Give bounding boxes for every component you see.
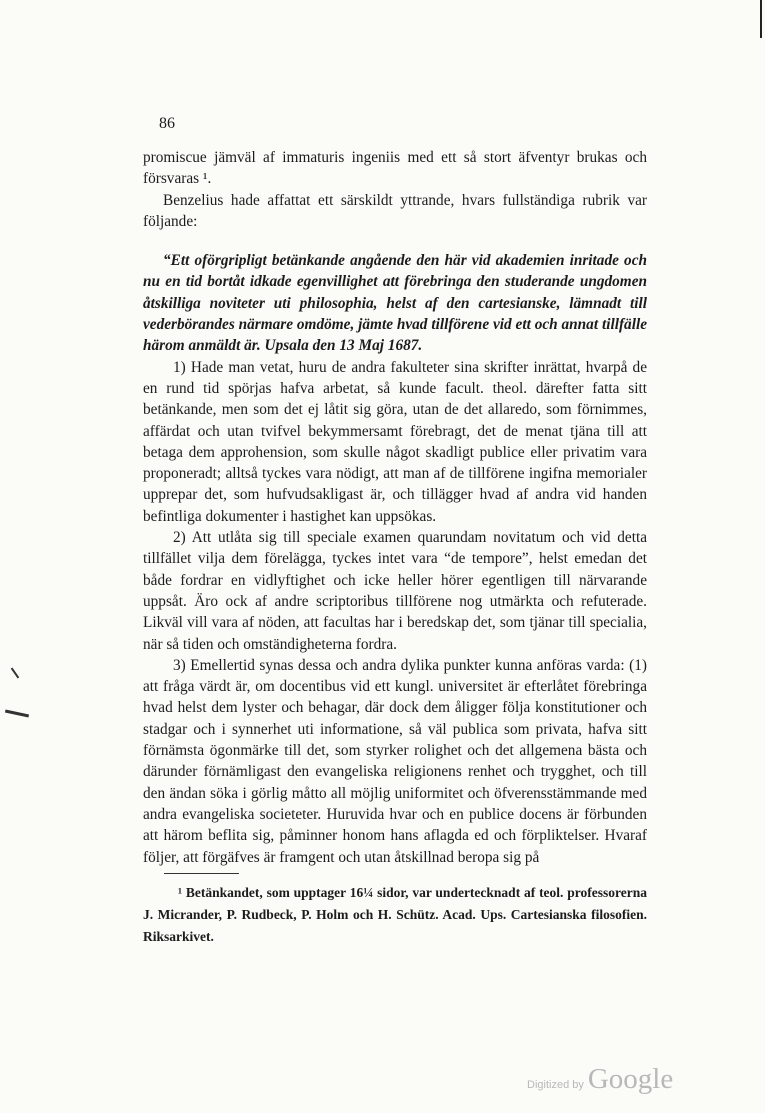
scan-edge-mark <box>760 0 762 38</box>
numbered-paragraph: 3) Emellertid synas dessa och andra dylika punkter kunna anföras varda: (1) att fråga värdt är, om docentibus vid ett kungl. universitet är efterlåtet förebringa hvad helst dem lyster och behagar, där dock dem åligger följa konstitutioner och stadgar och i synnerhet uti informatione, så väl publica som privata, hafva sitt förnämsta ögonmärke till det, som styrker rolighet och det allgemena bästa och därunder förnämligast den evangeliska religionens renhet och trygghet, och till den ändan söka i görlig måtto all möjlig uniformitet och öfverensstämmande med andra evangeliska societeter. Huruvida hvar och en publice docens är förbunden att härom beflita sig, påminner honom hans aflagda ed och förpliktelser. Hvaraf följer, att förgäfves är framgent och utan åtskillnad beropa sig på <box>143 656 647 866</box>
watermark-logo: Google <box>587 1063 674 1095</box>
margin-mark <box>5 710 29 718</box>
watermark-prefix: Digitized by <box>527 1079 584 1091</box>
paragraph: promiscue jämväl af immaturis ingeniis med ett så stort äfventyr brukas och försvaras ¹. <box>143 149 647 188</box>
numbered-paragraph: 1) Hade man vetat, huru de andra fakulteter sina skrifter inrättat, hvarpå de en rund tid spörjas hafva arbetat, så kunde facult. theol. därefter fatta sitt betänkande, men som det ej låtit sig göra, utan de det allaredo, som förnimmes, affärdat och utan tvifvel bekymmersamt förebragt, det de menat tjäna till att betaga dem approhension, som skulle något skadligt publice eller privatim vara proponeradt; alltså tyckes vara nödigt, att man af de tillförene ingifna memorialer upprepar det, som hufvudsakligast är, och tillägger hvad af andra vid handen befintliga dokumenter i hastighet kan uppsökas. <box>143 358 647 525</box>
footnote: ¹ Betänkandet, som upptager 16¼ sidor, var undertecknadt af teol. professorerna J. Micrander, P. Rudbeck, P. Holm och H. Schütz. Acad. Ups. Cartesianska filosofien. Riksarkivet. <box>143 885 647 944</box>
paragraph: Benzelius hade affattat ett särskildt yttrande, hvars fullständiga rubrik var följande: <box>143 191 647 230</box>
body-text <box>143 147 647 868</box>
numbered-paragraph: 2) Att utlåta sig till speciale examen quarundam novitatum och vid detta tillfället vilja dem förelägga, tyckes intet vara “de tempore”, helst emedan det både fordrar en vidlyftighet och icke heller hörer egentligen till närvarande uppsåt. Äro ock af andre scriptoribus tillförene nog utmärkta och refuterade. Likväl vill vara af nöden, att facultas har i beredskap det, som tjänar till specialia, när så tiden och omständigheterna fordra. <box>143 529 647 653</box>
page-number: 86 <box>159 115 175 132</box>
document-title-quote: “Ett oförgripligt betänkande angående den här vid akademien inritade och nu en tid bortåt idkade egenvillighet att förebringa den studerande ungdomen åtskilliga noviteter uti philosophia, helst af den cartesianske, lämnadt till vederbörandes närmare omdöme, jämte hvad tillförene vid ett och annat tillfälle härom anmäldt är. Upsala den 13 Maj 1687. <box>143 252 647 355</box>
margin-mark <box>11 668 20 679</box>
digitized-watermark <box>527 1063 673 1096</box>
footnote-rule <box>164 873 239 874</box>
